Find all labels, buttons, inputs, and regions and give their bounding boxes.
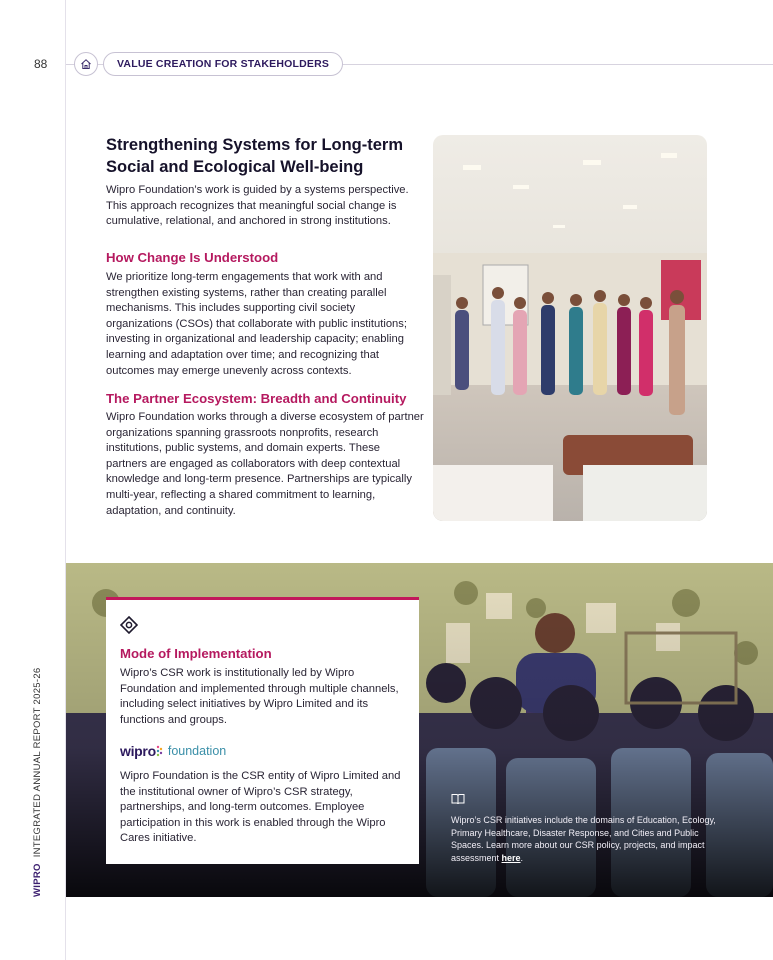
home-icon — [80, 58, 92, 70]
wipro-foundation-logo — [120, 742, 226, 760]
caption-link[interactable]: here — [501, 852, 521, 863]
vertical-footer — [32, 667, 43, 897]
ecosystem-heading: The Partner Ecosystem: Breadth and Continuity — [106, 391, 407, 406]
diamond-target-icon — [120, 616, 138, 634]
implementation-card — [106, 597, 419, 864]
caption-end: . — [520, 852, 524, 863]
book-icon — [451, 793, 465, 805]
photo-caption — [451, 814, 721, 864]
intro-paragraph: Wipro Foundation’s work is guided by a systems perspective. This approach recognizes that meaningful social change is cumulative, relational, and anchored in strong institutions. — [106, 184, 409, 228]
footer-brand: WIPRO — [32, 863, 43, 897]
caption-text: Wipro’s CSR initiatives include the domains of Education, Ecology, Primary Healthcare, Disaster Response, and Cities and Public Spaces. Learn more about our CSR policy, projects, and impact assessment — [451, 815, 716, 863]
foundation-paragraph: Wipro Foundation is the CSR entity of Wipro Limited and the institutional owner of Wipro’s CSR strategy, partnerships, and long-term outcomes. Employee participation in this work is enabled through the Wipro Cares initiative. — [120, 770, 401, 845]
workshop-photo — [433, 135, 707, 521]
change-paragraph: We prioritize long-term engagements that work with and strengthen existing systems, rather than creating parallel mechanisms. This includes supporting civil society organizations (CSOs) that collaborate with public institutions; investing in organizational and leadership capacity; enabling learning and adaptation over time; and recognizing that outcomes may emerge unevenly across contexts. — [106, 271, 407, 377]
home-button[interactable] — [74, 52, 98, 76]
section-label[interactable]: VALUE CREATION FOR STAKEHOLDERS — [103, 52, 343, 76]
implementation-paragraph: Wipro’s CSR work is institutionally led by Wipro Foundation and implemented through multiple channels, including select initiatives by Wipro Limited and its functions and groups. — [120, 667, 399, 726]
ecosystem-paragraph: Wipro Foundation works through a diverse ecosystem of partner organizations spanning grassroots nonprofits, research institutions, public systems, and domain experts. These partners are engaged as collaborators with deep contextual knowledge and long-term presence. Partnerships are typically multi-year, reflecting a shared commitment to learning, adaptation, and continuity. — [106, 411, 424, 517]
change-heading: How Change Is Understood — [106, 250, 279, 265]
implementation-heading: Mode of Implementation — [120, 646, 272, 661]
logo-suffix: foundation — [167, 744, 227, 758]
wipro-dots-icon — [156, 745, 164, 757]
page-number: 88 — [34, 57, 48, 71]
page-title: Strengthening Systems for Long-term Social and Ecological Well-being — [106, 136, 404, 176]
logo-wordmark: wipro — [120, 743, 156, 759]
footer-report-name: INTEGRATED ANNUAL REPORT 2025-26 — [32, 667, 43, 858]
